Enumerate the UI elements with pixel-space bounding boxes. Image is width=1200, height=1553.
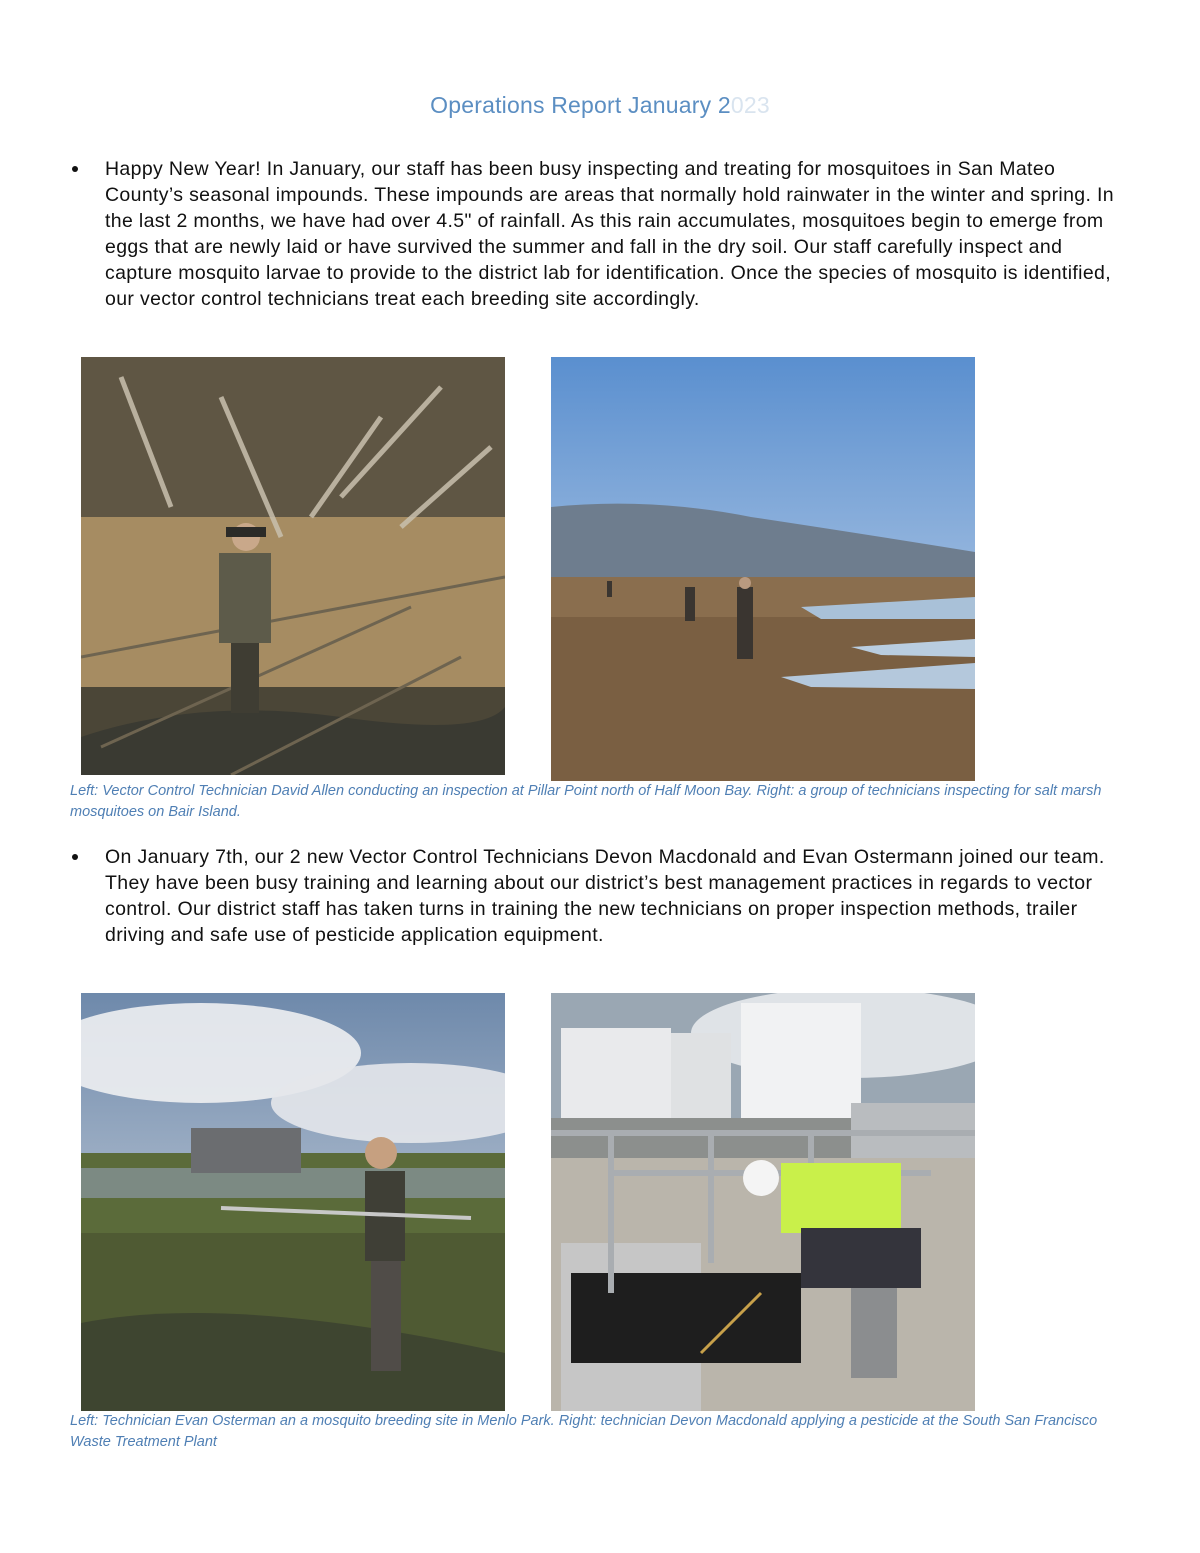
photo-inspection-pillar-point <box>81 357 505 775</box>
photo-menlo-park-breeding-site <box>81 993 505 1411</box>
photo-waste-treatment-plant <box>551 993 975 1411</box>
bullet-paragraph-1 <box>70 156 1130 312</box>
page-title <box>0 92 1200 119</box>
caption-1: Left: Vector Control Technician David Allen conducting an inspection at Pillar Point north of Half Moon Bay. Right: a group of technicians inspecting for salt marsh mosquitoes on Bair Island. <box>70 783 1102 820</box>
paragraph-2-text: On January 7th, our 2 new Vector Control Technicians Devon Macdonald and Evan Ostermann joined our team. They have been busy training and learning about our district’s best management practices in regards to vector control. Our district staff has taken turns in training the new technicians on proper inspection methods, trailer driving and safe use of pesticide application equipment. <box>105 846 1105 946</box>
page-title-text: Operations Report January 2 <box>430 92 731 118</box>
bullet-paragraph-2 <box>70 844 1130 948</box>
paragraph-1-text: Happy New Year! In January, our staff has been busy inspecting and treating for mosquitoes in San Mateo County’s seasonal impounds. These impounds are areas that normally hold rainwater in the winter and spring. In the last 2 months, we have had over 4.5" of rainfall. As this rain accumulates, mosquitoes begin to emerge from eggs that are newly laid or have survived the summer and fall in the dry soil. Our staff carefully inspect and capture mosquito larvae to provide to the district lab for identification. Once the species of mosquito is identified, our vector control technicians treat each breeding site accordingly. <box>105 158 1114 310</box>
photo-bair-island-marsh <box>551 357 975 781</box>
page-title-faded-year: 023 <box>730 92 770 118</box>
caption-2: Left: Technician Evan Osterman an a mosquito breeding site in Menlo Park. Right: technician Devon Macdonald applying a pesticide at the South San Francisco Waste Treatment Plant <box>70 1413 1098 1450</box>
